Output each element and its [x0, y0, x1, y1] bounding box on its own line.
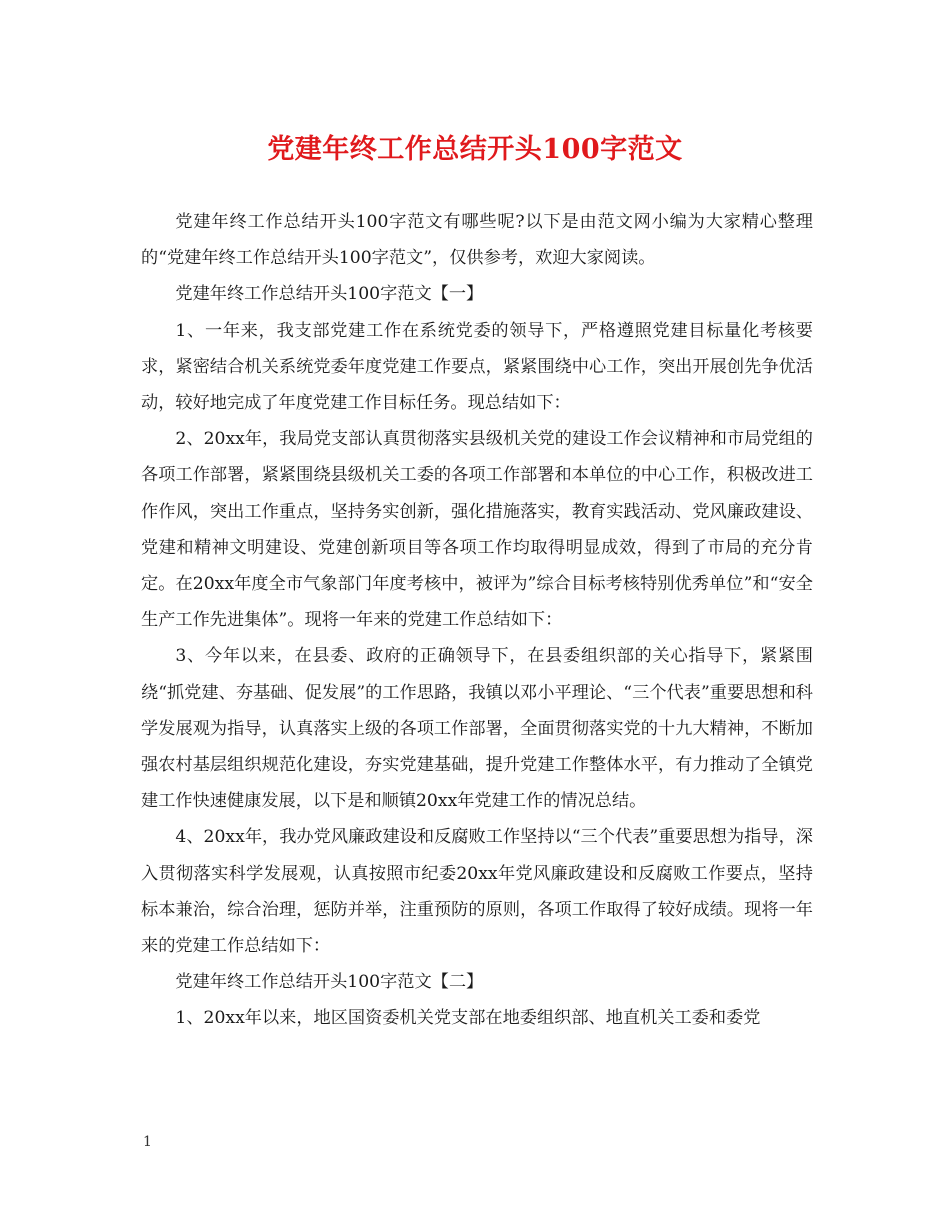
document-title: 党建年终工作总结开头100字范文 — [267, 134, 683, 165]
paragraph-intro: 党建年终工作总结开头100字范文有哪些呢?以下是由范文网小编为大家精心整理的“党建年终工作总结开头100字范文”，仅供参考，欢迎大家阅读。 — [141, 212, 813, 269]
paragraph: 4、20xx年，我办党风廉政建设和反腐败工作坚持以“三个代表”重要思想为指导，深入贯彻落实科学发展观，认真按照市纪委20xx年党风廉政建设和反腐败工作要点，坚持标本兼治，综合治理，惩防并举，注重预防的原则，各项工作取得了较好成绩。现将一年来的党建工作总结如下： — [141, 827, 813, 957]
section-heading-one: 党建年终工作总结开头100字范文【一】 — [175, 284, 484, 305]
paragraph: 1、一年来，我支部党建工作在系统党委的领导下，严格遵照党建目标量化考核要求，紧密结合机关系统党委年度党建工作要点，紧紧围绕中心工作，突出开展创先争优活动，较好地完成了年度党建工作目标任务。现总结如下： — [141, 320, 813, 414]
page-number: 1 — [143, 1134, 152, 1150]
section-heading-two: 党建年终工作总结开头100字范文【二】 — [175, 972, 484, 993]
paragraph: 1、20xx年以来，地区国资委机关党支部在地委组织部、地直机关工委和委党 — [175, 1008, 761, 1029]
paragraph: 2、20xx年，我局党支部认真贯彻落实县级机关党的建设工作会议精神和市局党组的各项工作部署，紧紧围绕县级机关工委的各项工作部署和本单位的中心工作，积极改进工作作风，突出工作重点，坚持务实创新，强化措施落实，教育实践活动、党风廉政建设、党建和精神文明建设、党建创新项目等各项工作均取得明显成效，得到了市局的充分肯定。在20xx年度全市气象部门年度考核中，被评为”综合目标考核特别优秀单位”和“安全生产工作先进集体”。现将一年来的党建工作总结如下： — [141, 429, 813, 631]
paragraph: 3、今年以来，在县委、政府的正确领导下，在县委组织部的关心指导下，紧紧围绕“抓党建、夯基础、促发展”的工作思路，我镇以邓小平理论、“三个代表”重要思想和科学发展观为指导，认真落实上级的各项工作部署，全面贯彻落实党的十九大精神，不断加强农村基层组织规范化建设，夯实党建基础，提升党建工作整体水平，有力推动了全镇党建工作快速健康发展，以下是和顺镇20xx年党建工作的情况总结。 — [141, 646, 813, 812]
document-body — [141, 204, 813, 1037]
